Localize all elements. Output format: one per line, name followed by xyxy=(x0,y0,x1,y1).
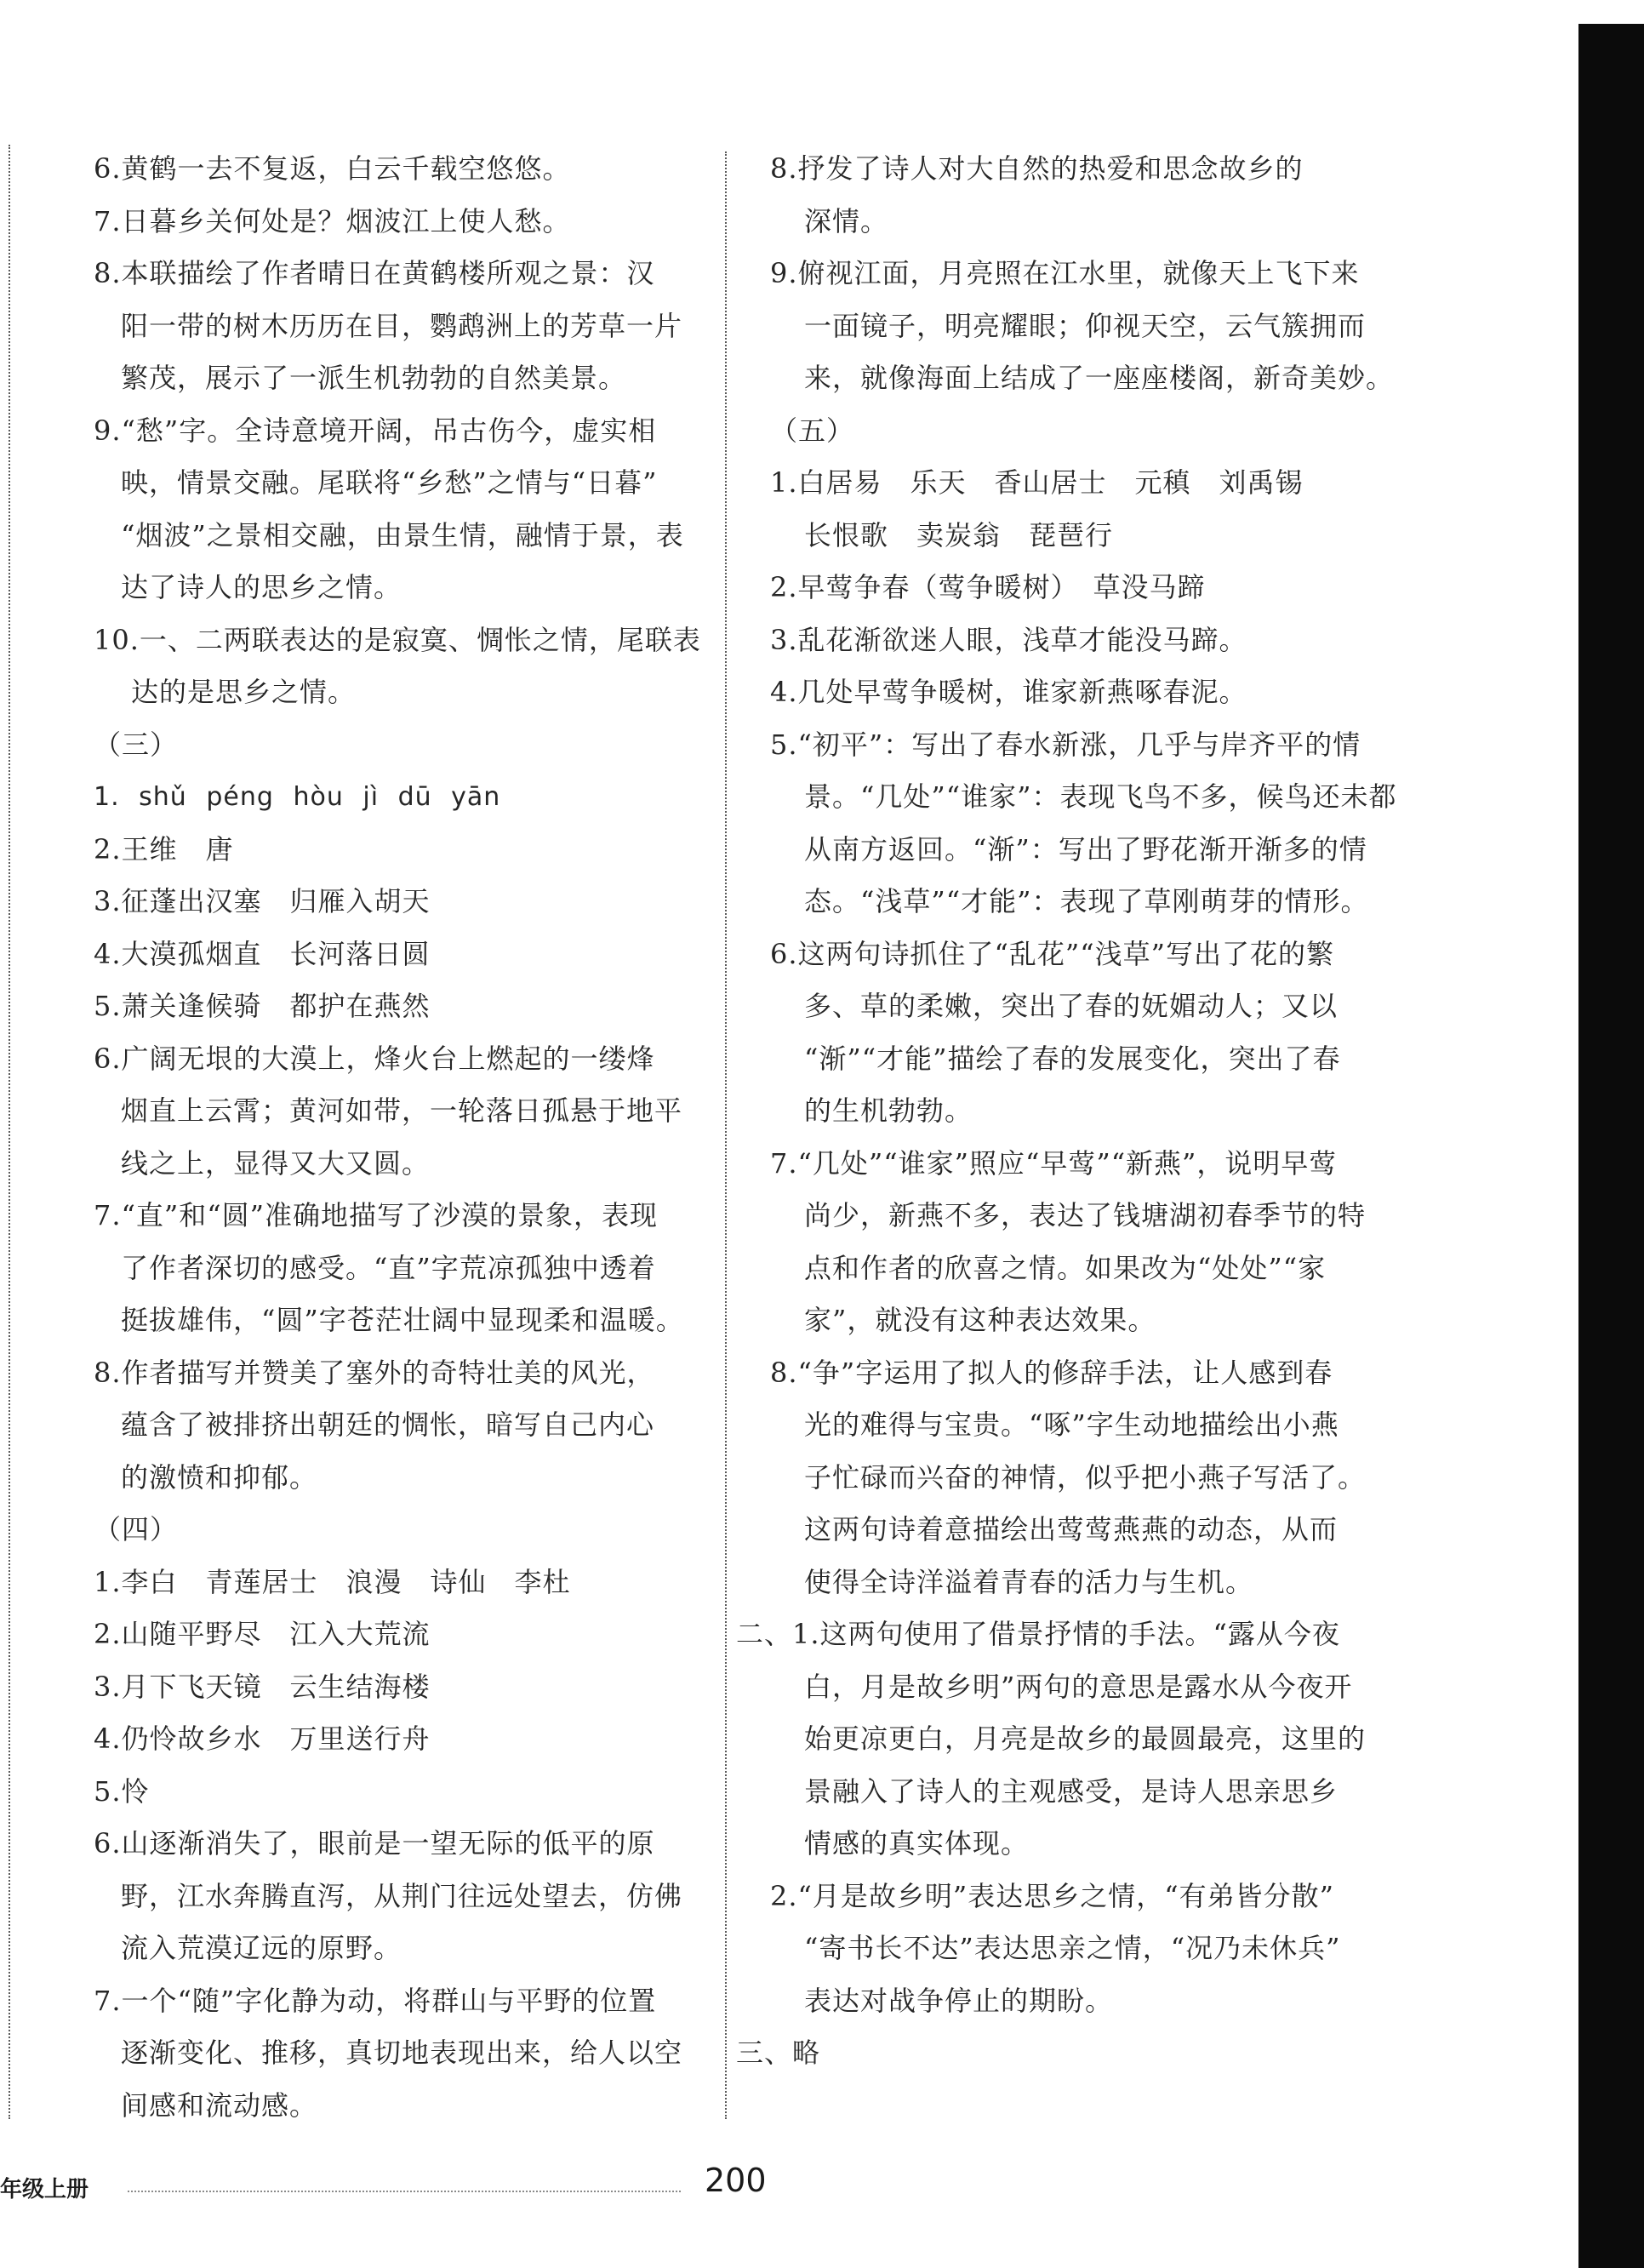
answer-line: 多、草的柔嫩，突出了春的妩媚动人；又以 xyxy=(804,990,1339,1022)
answer-line: 10.一、二两联表达的是寂寞、惆怅之情，尾联表 xyxy=(94,623,701,656)
answer-line: 1.李白 青莲居士 浪漫 诗仙 李杜 xyxy=(94,1565,571,1598)
answer-line: 2.山随平野尽 江入大荒流 xyxy=(94,1618,431,1650)
answer-line: 这两句诗着意描绘出莺莺燕燕的动态，从而 xyxy=(804,1513,1339,1545)
answer-line: 3.乱花渐欲迷人眼，浅草才能没马蹄。 xyxy=(770,623,1247,656)
answer-line: 长恨歌 卖炭翁 琵琶行 xyxy=(804,518,1114,551)
answer-line: 2.“月是故乡明”表达思乡之情，“有弟皆分散” xyxy=(770,1879,1334,1912)
answer-line: 7.日暮乡关何处是？烟波江上使人愁。 xyxy=(94,204,571,237)
answer-line: 一面镜子，明亮耀眼；仰视天空，云气簇拥而 xyxy=(804,309,1367,342)
answer-line: 间感和流动感。 xyxy=(121,2088,318,2122)
footer-grade-label: 年级上册 xyxy=(0,2177,89,2202)
answer-line: 4.大漠孤烟直 长河落日圆 xyxy=(94,937,431,970)
answer-line: 5.萧关逢候骑 都护在燕然 xyxy=(94,990,431,1022)
answer-line: 3.月下飞天镜 云生结海楼 xyxy=(94,1670,431,1703)
answer-line: 的生机勃勃。 xyxy=(804,1094,973,1127)
answer-line: 二、1.这两句使用了借景抒情的手法。“露从今夜 xyxy=(736,1618,1340,1650)
answer-line: 8.作者描写并赞美了塞外的奇特壮美的风光， xyxy=(94,1356,655,1389)
answer-line: 蕴含了被排挤出朝廷的惆怅，暗写自己内心 xyxy=(121,1408,655,1441)
answer-line: 5.“初平”：写出了春水新涨，几乎与岸齐平的情 xyxy=(770,728,1361,761)
answer-line: 达的是思乡之情。 xyxy=(131,676,357,708)
column-cut-line xyxy=(725,151,727,2119)
answer-line: 烟直上云霄；黄河如带，一轮落日孤悬于地平 xyxy=(121,1094,683,1127)
answer-line: 景融入了诗人的主观感受，是诗人思亲思乡 xyxy=(804,1774,1339,1808)
answer-line: 4.几处早莺争暖树，谁家新燕啄春泥。 xyxy=(770,676,1247,708)
answer-line: 逐渐变化、推移，真切地表现出来，给人以空 xyxy=(121,2037,683,2069)
section-heading: （三） xyxy=(94,728,179,761)
answer-line: 表达对战争停止的期盼。 xyxy=(804,1984,1114,2017)
answer-line: 2.早莺争春（莺争暖树） 草没马蹄 xyxy=(770,571,1206,603)
section-heading: （四） xyxy=(94,1513,179,1545)
answer-line: 使得全诗洋溢着青春的活力与生机。 xyxy=(804,1565,1254,1598)
page-number: 200 xyxy=(705,2162,767,2199)
answer-line: 点和作者的欣喜之情。如果改为“处处”“家 xyxy=(804,1251,1327,1284)
answer-line: 6.广阔无垠的大漠上，烽火台上燃起的一缕烽 xyxy=(94,1042,655,1075)
answer-line: 野，江水奔腾直泻，从荆门往远处望去，仿佛 xyxy=(121,1879,683,1912)
answer-line: 7.一个“随”字化静为动，将群山与平野的位置 xyxy=(94,1984,657,2017)
answer-line: 2.王维 唐 xyxy=(94,832,234,865)
footer-dotted-rule xyxy=(128,2191,681,2192)
answer-line: 达了诗人的思乡之情。 xyxy=(121,571,402,603)
section-heading: （五） xyxy=(770,414,855,447)
answer-line: 繁茂，展示了一派生机勃勃的自然美景。 xyxy=(121,362,627,394)
answer-line: 挺拔雄伟，“圆”字苍茫壮阔中显现柔和温暖。 xyxy=(121,1304,684,1336)
answer-line: 6.山逐渐消失了，眼前是一望无际的低平的原 xyxy=(94,1827,655,1860)
answer-line: 3.征蓬出汉塞 归雁入胡天 xyxy=(94,885,431,917)
answer-line: 来，就像海面上结成了一座座楼阁，新奇美妙。 xyxy=(804,362,1395,394)
answer-line: 8.本联描绘了作者晴日在黄鹤楼所观之景：汉 xyxy=(94,257,655,289)
answer-line: 三、略 xyxy=(736,2037,821,2069)
answer-line: “寄书长不达”表达思亲之情，“况乃未休兵” xyxy=(804,1932,1341,1964)
answer-line: 光的难得与宝贵。“啄”字生动地描绘出小燕 xyxy=(804,1408,1339,1441)
answer-line: 态。“浅草”“才能”：表现了草刚萌芽的情形。 xyxy=(804,885,1369,917)
answer-line: 7.“直”和“圆”准确地描写了沙漠的景象，表现 xyxy=(94,1199,658,1231)
right-column xyxy=(736,143,1417,2080)
binding-cut-line xyxy=(9,145,10,2119)
answer-line: 线之上，显得又大又圆。 xyxy=(121,1146,431,1180)
answer-line: 始更凉更白，月亮是故乡的最圆最亮，这里的 xyxy=(804,1722,1367,1755)
answer-line: 了作者深切的感受。“直”字荒凉孤独中透着 xyxy=(121,1251,656,1284)
answer-line: 5.怜 xyxy=(94,1774,150,1808)
answer-line: 6.黄鹤一去不复返，白云千载空悠悠。 xyxy=(94,152,571,185)
answer-line: 尚少，新燕不多，表达了钱塘湖初春季节的特 xyxy=(804,1199,1367,1231)
answer-line: 从南方返回。“渐”：写出了野花渐开渐多的情 xyxy=(804,832,1367,865)
answer-line: “烟波”之景相交融，由景生情，融情于景，表 xyxy=(121,518,684,551)
answer-line: 9.“愁”字。全诗意境开阔，吊古伤今，虚实相 xyxy=(94,414,657,447)
answer-line: 景。“几处”“谁家”：表现飞鸟不多，候鸟还未都 xyxy=(804,780,1397,813)
pinyin-line: 1. shǔ péng hòu jì dū yān xyxy=(94,782,501,812)
scan-edge-bar xyxy=(1578,24,1644,2268)
answer-line: 1.白居易 乐天 香山居士 元稹 刘禹锡 xyxy=(770,466,1304,499)
answer-line: 9.俯视江面，月亮照在江水里，就像天上飞下来 xyxy=(770,257,1360,289)
answer-line: 子忙碌而兴奋的神情，似乎把小燕子写活了。 xyxy=(804,1460,1367,1494)
answer-line: 的激愤和抑郁。 xyxy=(121,1460,318,1494)
answer-line: 深情。 xyxy=(804,204,889,237)
answer-line: 情感的真实体现。 xyxy=(804,1827,1030,1860)
answer-line: 流入荒漠辽远的原野。 xyxy=(121,1932,402,1964)
answer-line: 8.“争”字运用了拟人的修辞手法，让人感到春 xyxy=(770,1356,1333,1389)
answer-line: 6.这两句诗抓住了“乱花”“浅草”写出了花的繁 xyxy=(770,937,1334,970)
answer-line: 白，月是故乡明”两句的意思是露水从今夜开 xyxy=(804,1670,1353,1703)
answer-line: 4.仍怜故乡水 万里送行舟 xyxy=(94,1722,431,1755)
answer-line: “渐”“才能”描绘了春的发展变化，突出了春 xyxy=(804,1042,1341,1075)
answer-line: 8.抒发了诗人对大自然的热爱和思念故乡的 xyxy=(770,152,1304,185)
answer-line: 家”，就没有这种表达效果。 xyxy=(804,1304,1156,1336)
answer-line: 7.“几处”“谁家”照应“早莺”“新燕”，说明早莺 xyxy=(770,1146,1338,1180)
left-column xyxy=(94,143,706,2132)
answer-line: 映，情景交融。尾联将“乡愁”之情与“日暮” xyxy=(121,466,658,499)
answer-line: 阳一带的树木历历在目，鹦鹉洲上的芳草一片 xyxy=(121,309,683,342)
